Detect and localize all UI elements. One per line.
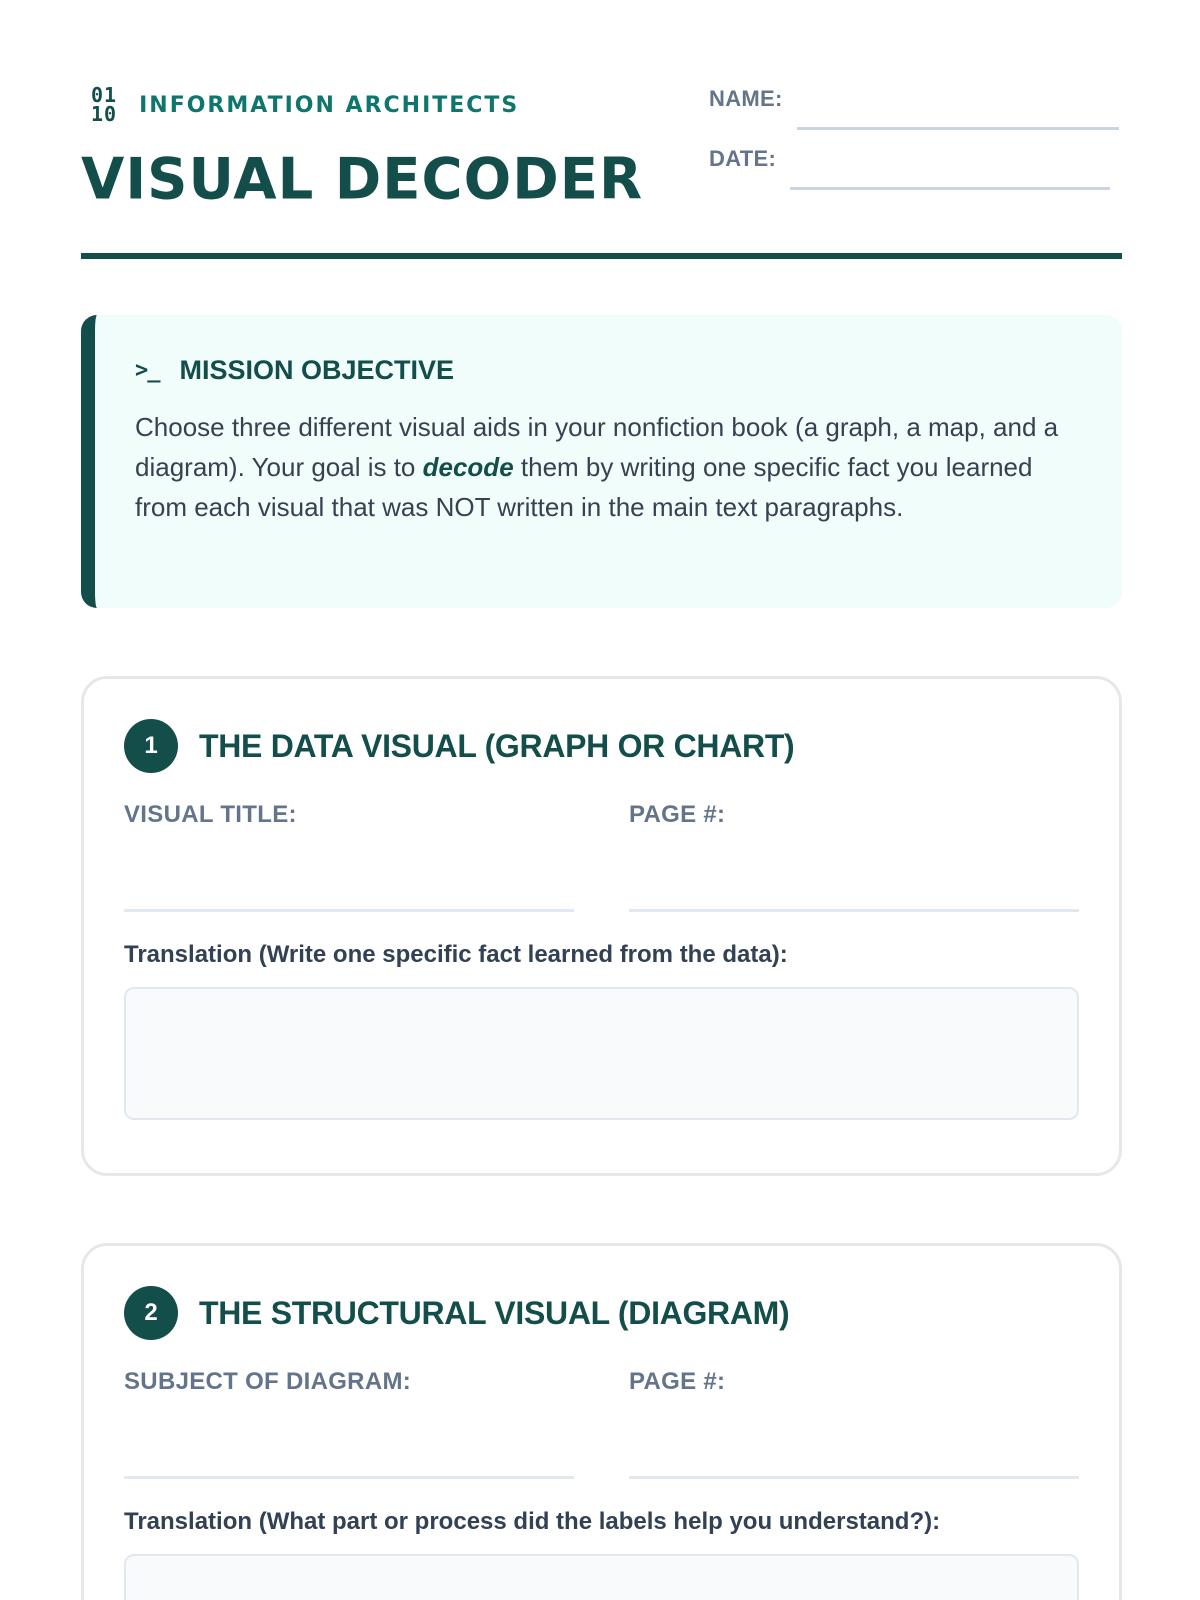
date-field[interactable] xyxy=(709,146,1110,172)
section-title: THE STRUCTURAL VISUAL (DIAGRAM) xyxy=(199,1294,790,1331)
diagram-subject-label: SUBJECT OF DIAGRAM: xyxy=(124,1368,412,1395)
date-label: DATE: xyxy=(709,146,777,171)
mission-title: MISSION OBJECTIVE xyxy=(179,355,455,385)
terminal-icon: >_ xyxy=(135,358,160,383)
mission-text-emphasis: decode xyxy=(422,452,514,482)
page-number-label: PAGE #: xyxy=(629,801,726,828)
header-divider xyxy=(81,253,1122,259)
binary-icon-top: 01 xyxy=(91,83,118,107)
page-number-label: PAGE #: xyxy=(629,1368,726,1395)
step-number-badge: 1 xyxy=(124,719,178,773)
name-field[interactable] xyxy=(709,86,1119,112)
brand-name: INFORMATION ARCHITECTS xyxy=(139,92,520,118)
mission-text-start: Choose three different visual aids in your nonfiction book (a graph, a map, and a diagram). Your goal is to xyxy=(135,412,1059,482)
section-header xyxy=(124,1286,789,1340)
mission-objective-box xyxy=(81,315,1122,608)
name-line[interactable] xyxy=(797,127,1119,130)
translation-answer-box[interactable] xyxy=(124,1554,1079,1600)
binary-icon xyxy=(91,83,118,126)
translation-answer-box[interactable] xyxy=(124,987,1079,1120)
visual-title-input-line[interactable] xyxy=(124,909,574,912)
page-number-input-line[interactable] xyxy=(629,1476,1079,1479)
section-header xyxy=(124,719,794,773)
step-number-badge: 2 xyxy=(124,1286,178,1340)
date-line[interactable] xyxy=(790,187,1110,190)
section-card-structural-visual xyxy=(81,1243,1122,1600)
mission-header xyxy=(135,355,454,386)
translation-label: Translation (What part or process did the labels help you understand?): xyxy=(124,1508,941,1535)
diagram-subject-input-line[interactable] xyxy=(124,1476,574,1479)
mission-text-end: them by writing one specific fact you learned from each visual that was NOT written in the main text paragraphs. xyxy=(135,452,1033,522)
worksheet-header xyxy=(81,80,1122,260)
visual-title-label: VISUAL TITLE: xyxy=(124,801,297,828)
section-title: THE DATA VISUAL (GRAPH OR CHART) xyxy=(199,727,795,764)
worksheet-page xyxy=(81,0,1122,1600)
brand xyxy=(91,83,520,126)
name-label: NAME: xyxy=(709,86,783,111)
translation-label: Translation (Write one specific fact learned from the data): xyxy=(124,941,788,968)
binary-icon-bottom: 10 xyxy=(91,102,118,126)
mission-text xyxy=(135,407,1085,527)
section-card-data-visual xyxy=(81,676,1122,1176)
page-number-input-line[interactable] xyxy=(629,909,1079,912)
page-title: VISUAL DECODER xyxy=(81,146,644,213)
